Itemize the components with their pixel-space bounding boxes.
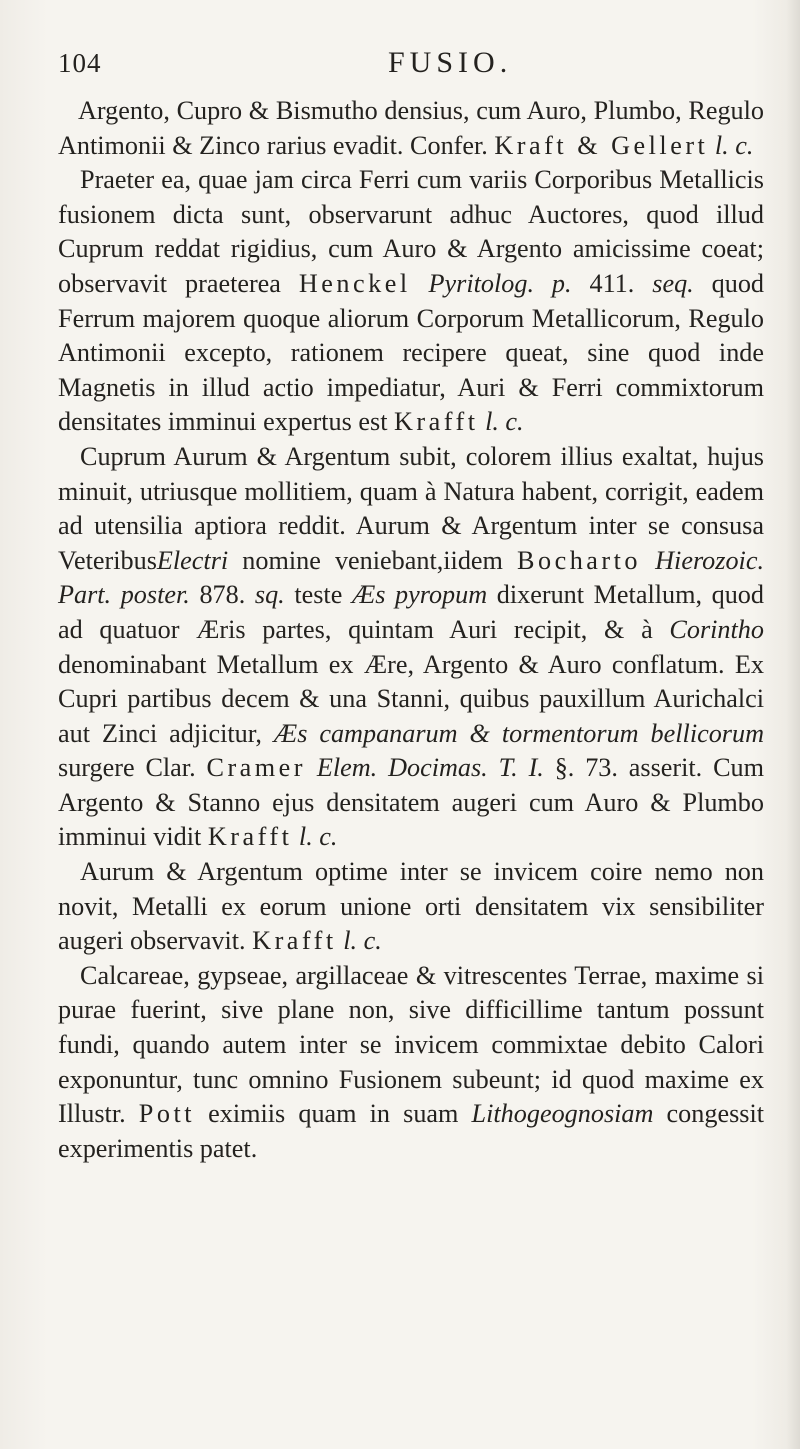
running-head: FUSIO. bbox=[388, 46, 513, 79]
author-reference: Pott bbox=[138, 1099, 195, 1129]
text-run: 878. bbox=[189, 580, 255, 610]
citation: seq. bbox=[652, 268, 694, 298]
italic-term: Æs pyropum bbox=[351, 580, 488, 610]
italic-term: Lithogeognosiam bbox=[471, 1099, 654, 1129]
paragraph-4 bbox=[58, 855, 764, 959]
citation: Pyritolog. p. bbox=[410, 268, 590, 298]
citation: l. c. bbox=[292, 822, 338, 852]
text-run: quod Ferrum majorem quoque aliorum Corporum Metallicorum, Regulo Antimonii excepto, rationem recipere queat, sine quod inde Magnetis in illud actio impediatur, Auri & Ferri commixtorum densitates imminui expertus est bbox=[58, 268, 765, 437]
author-reference: Bocharto bbox=[517, 545, 642, 575]
author-reference: Kraft & Gellert bbox=[494, 130, 709, 160]
text-run: 411. bbox=[589, 268, 653, 298]
text-run: nomine veniebant,iidem bbox=[228, 545, 518, 575]
citation: sq. bbox=[254, 580, 285, 610]
author-reference: Krafft bbox=[207, 822, 293, 852]
page-header bbox=[58, 44, 758, 88]
citation: Hierozoic. Part. poster. bbox=[58, 545, 764, 610]
citation: l. c. bbox=[708, 130, 754, 160]
italic-term: Electri bbox=[156, 545, 229, 575]
paragraph-2 bbox=[58, 163, 764, 440]
citation: l. c. bbox=[478, 407, 524, 437]
text-run: surgere Clar. bbox=[58, 753, 207, 783]
citation: l. c. bbox=[336, 926, 382, 956]
page-edge-shadow bbox=[786, 0, 800, 1449]
author-reference: Krafft bbox=[394, 407, 479, 437]
text-run: teste bbox=[284, 580, 352, 610]
italic-term: Corintho bbox=[669, 614, 764, 644]
page-number: 104 bbox=[58, 48, 102, 78]
text-run: dixerunt Metallum, quod ad quatuor Æris partes, quintam Auri recipit, & à bbox=[58, 580, 764, 644]
text-run: congessit experimentis patet. bbox=[58, 1099, 765, 1163]
paragraph-3 bbox=[58, 440, 764, 855]
paragraph-1 bbox=[58, 94, 764, 163]
author-reference: Henckel bbox=[298, 268, 411, 298]
citation: Elem. Docimas. T. I. bbox=[306, 753, 544, 783]
text-run: eximiis quam in suam bbox=[195, 1099, 472, 1129]
text-run: denominabant Metallum ex Ære, Argento & Auro conflatum. Ex Cupri partibus decem & una Stanni, quibus pauxillum Aurichalci aut Zinci adjicitur, bbox=[58, 649, 764, 748]
text-run: Praeter ea, quae jam circa Ferri cum variis Corporibus Metallicis fusionem dicta sunt, observarunt adhuc Auctores, quod illud Cuprum reddat rigidius, cum Auro & Argento amicissime coeat; observavit praeterea bbox=[58, 165, 764, 298]
text-run: Aurum & Argentum optime inter se invicem coire nemo non novit, Metalli ex eorum unione orti densitatem vix sensibiliter augeri observavit. bbox=[58, 857, 764, 956]
text-run: Argento, Cupro & Bismutho densius, cum Auro, Plumbo, Regulo Antimonii & Zinco rarius evadit. Confer. bbox=[58, 96, 764, 160]
italic-term: Æs campanarum & tormentorum bellicorum bbox=[273, 718, 765, 748]
author-reference: Cramer bbox=[206, 753, 307, 783]
body-text bbox=[58, 94, 764, 1166]
text-run: Calcareae, gypseae, argillaceae & vitrescentes Terrae, maxime si purae fuerint, sive plane non, sive difficillime tantum possunt fundi, quando autem inter se invicem commixtae debito Calori exponuntur, tunc omnino Fusionem subeunt; id quod maxime ex Illustr. bbox=[58, 960, 764, 1129]
paragraph-5 bbox=[58, 959, 764, 1167]
text-run: Cuprum Aurum & Argentum subit, colorem illius exaltat, hujus minuit, utriusque mollitiem, quam à Natura habent, corrigit, eadem ad utensilia aptiora reddit. Aurum & Argentum inter se consusa Veteribus bbox=[58, 441, 764, 575]
author-reference: Krafft bbox=[252, 926, 337, 956]
text-run: §. 73. asserit. Cum Argento & Stanno ejus densitatem augeri cum Auro & Plumbo imminui vidit bbox=[58, 753, 765, 852]
